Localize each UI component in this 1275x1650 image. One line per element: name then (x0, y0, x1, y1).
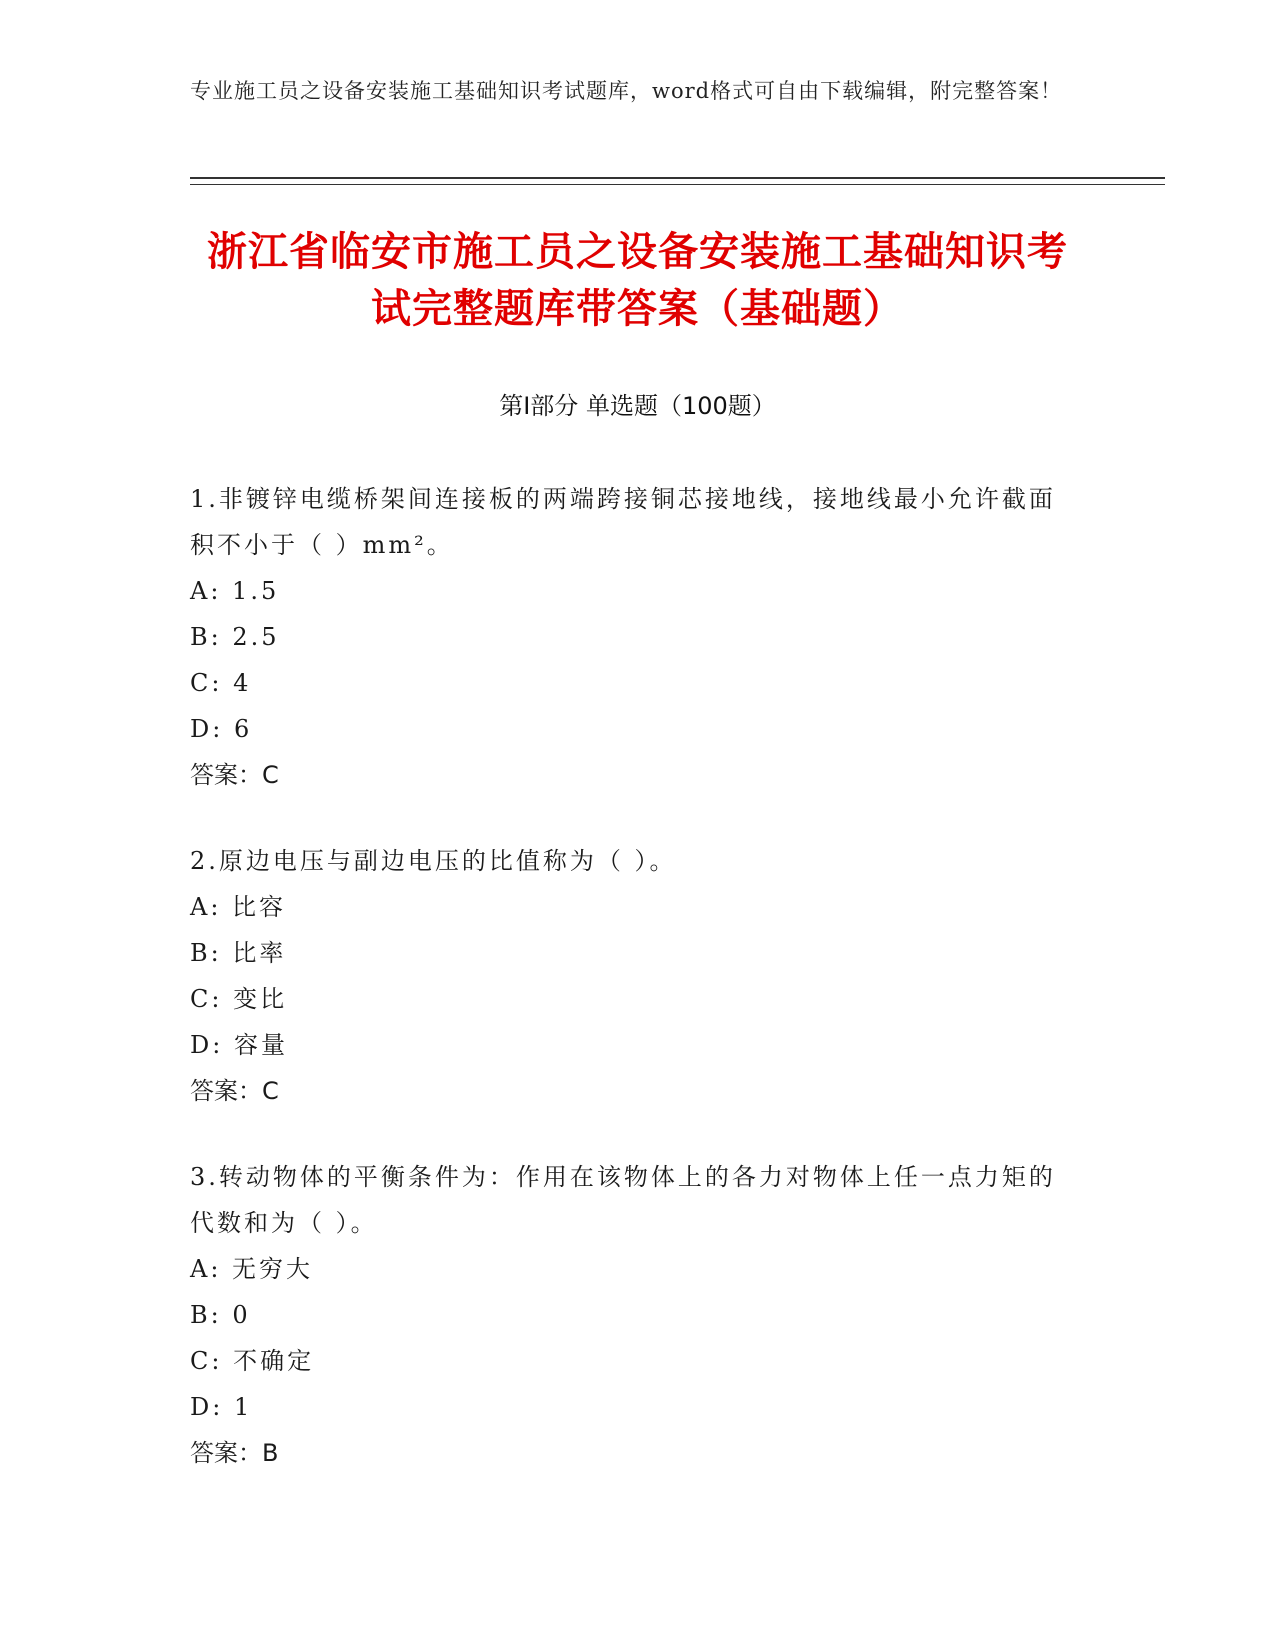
answer-line: 答案：C (190, 761, 279, 789)
option-b: B: 比率 (190, 939, 287, 967)
answer-line: 答案：C (190, 1077, 279, 1105)
question-2 (190, 838, 1070, 1114)
section-title: 第Ⅰ部分 单选题（100题） (499, 392, 776, 420)
option-a: A: 1.5 (190, 577, 280, 605)
option-a: A: 比容 (190, 893, 287, 921)
question-list (190, 476, 1070, 1516)
question-stem: 2.原边电压与副边电压的比值称为（ ）。 (190, 847, 677, 875)
document-title: 浙江省临安市施工员之设备安装施工基础知识考试完整题库带答案（基础题） (207, 229, 1068, 332)
option-c: C: 不确定 (190, 1347, 315, 1375)
header-divider-thick (190, 177, 1165, 179)
header-divider-thin (190, 184, 1165, 185)
question-stem: 1.非镀锌电缆桥架间连接板的两端跨接铜芯接地线，接地线最小允许截面积不小于（ ）mm²。 (190, 485, 1056, 559)
option-c: C: 4 (190, 669, 252, 697)
question-1 (190, 476, 1070, 798)
answer-line: 答案：B (190, 1439, 279, 1467)
option-c: C: 变比 (190, 985, 288, 1013)
question-3 (190, 1154, 1070, 1476)
option-d: D: 容量 (190, 1031, 288, 1059)
option-b: B: 2.5 (190, 623, 280, 651)
option-b: B: 0 (190, 1301, 251, 1329)
option-d: D: 1 (190, 1393, 253, 1421)
option-d: D: 6 (190, 715, 253, 743)
header-note: 专业施工员之设备安装施工基础知识考试题库，word格式可自由下载编辑，附完整答案！ (190, 79, 1063, 103)
option-a: A: 无穷大 (190, 1255, 314, 1283)
question-stem: 3.转动物体的平衡条件为：作用在该物体上的各力对物体上任一点力矩的代数和为（ ）。 (190, 1163, 1056, 1237)
